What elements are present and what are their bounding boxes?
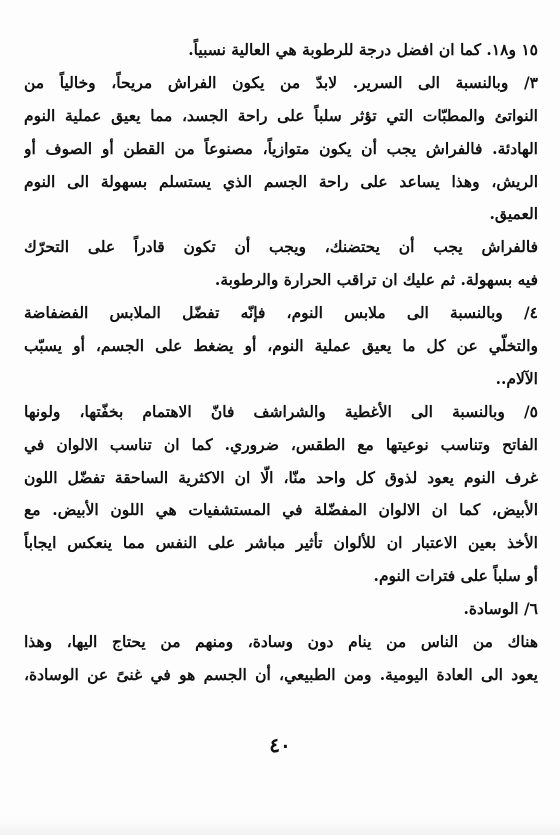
page-number: ٤٠	[269, 733, 291, 757]
section-heading: ٦/ الوسادة.	[463, 599, 538, 619]
text-line: الآلام..	[495, 368, 538, 388]
body-text	[24, 34, 538, 692]
text-line: فيه بسهولة. ثم عليك ان تراقب الحرارة والرطوبة.	[214, 270, 538, 290]
text-line: ٥/ وبالنسبة الى الأغطية والشراشف فانّ الاهتمام بخفّتها، ولونها	[24, 401, 538, 421]
text-line: الفاتح وتناسب نوعيتها مع الطقس، ضروري. كما ان تناسب الالوان في	[24, 434, 538, 454]
text-line: النواتئ والمطبّات التي تؤثر سلباً على راحة الجسد، مما يعيق عملية النوم	[24, 105, 538, 125]
text-line: الأبيض، كما ان الالوان المفضّلة في المستشفيات هي اللون الأبيض. مع	[24, 500, 538, 520]
text-line: غرف النوم يعود لذوق كل واحد منّا، الّا ان الاكثرية الساحقة تفضّل اللون	[24, 467, 538, 487]
text-line: والتخلّي عن كل ما يعيق عملية النوم، أو يضغط على الجسم، أو يسبّب	[24, 336, 538, 356]
text-line: الأخذ بعين الاعتبار ان للألوان تأثير مباشر على النفس مما ينعكس ايجاباً	[24, 533, 538, 553]
text-line: فالفراش يجب أن يحتضنك، ويجب أن تكون قادراً على التحرّك	[24, 237, 538, 257]
text-line: يعود الى العادة اليومية. ومن الطبيعي، أن الجسم هو في غنىً عن الوسادة،	[24, 664, 538, 684]
text-line: الهادئة. فالفراش يجب أن يكون متوازياً، مصنوعاً من القطن أو الصوف أو	[24, 138, 538, 158]
text-line: أو سلباً على فترات النوم.	[373, 566, 538, 586]
text-line: ٣/ وبالنسبة الى السرير. لابدّ من يكون الفراش مريحاً، وخالياً من	[24, 72, 538, 92]
text-line: العميق.	[489, 204, 538, 224]
text-line: الريش، وهذا يساعد على راحة الجسم الذي يستسلم بسهولة الى النوم	[24, 171, 538, 191]
text-line: ١٥ و١٨. كما ان افضل درجة للرطوبة هي العالية نسبياً.	[188, 40, 538, 59]
scan-edge-shadow	[0, 817, 560, 835]
text-line: ٤/ وبالنسبة الى ملابس النوم، فإنّه تفضّل الملابس الفضفاضة	[24, 303, 538, 323]
text-line: هناك من الناس من ينام دون وسادة، ومنهم من يحتاج اليها، وهذا	[24, 632, 538, 652]
